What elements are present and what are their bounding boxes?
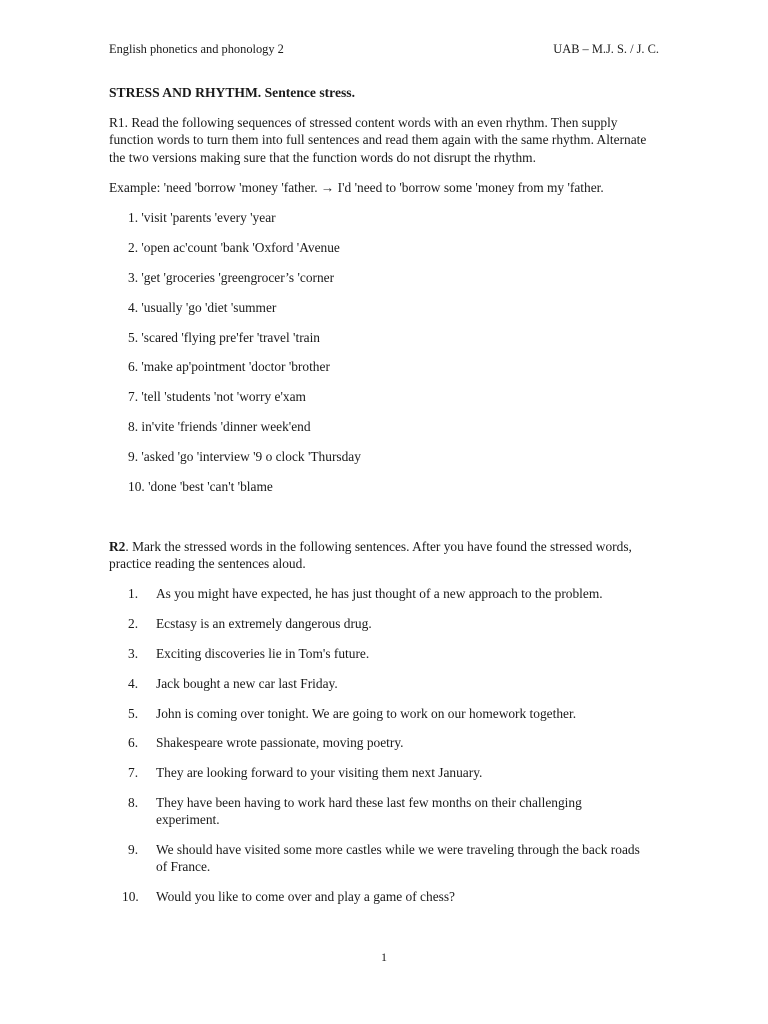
list-item-number: 1. [128, 586, 139, 601]
r2-label: R2 [109, 539, 126, 554]
list-item-number: 6. [128, 735, 139, 751]
list-item: 8. in'vite 'friends 'dinner week'end [128, 419, 311, 435]
list-item-number: 7. [128, 765, 139, 781]
list-item [128, 794, 640, 828]
list-item: 9. 'asked 'go 'interview '9 o clock 'Thursday [128, 449, 361, 465]
list-item-text: Ecstasy is an extremely dangerous drug. [156, 615, 372, 631]
list-item [128, 841, 640, 875]
list-item: 4. 'usually 'go 'diet 'summer [128, 299, 277, 315]
r1-instructions: R1. Read the following sequences of stressed content words with an even rhythm. Then supply function words to turn them into full sentences and read them again with the same rhythm. Alternate the two versions making sure that the function words do not disrupt the rhythm. [109, 115, 647, 165]
list-item [122, 888, 640, 905]
list-item: 3. 'get 'groceries 'greengrocer’s 'corner [128, 269, 335, 285]
list-item-text: Jack bought a new car last Friday. [156, 675, 338, 691]
list-item: 1. 'visit 'parents 'every 'year [128, 210, 276, 225]
list-item: 2. 'open ac'count 'bank 'Oxford 'Avenue [128, 239, 340, 255]
list-item [128, 615, 640, 632]
list-item: 10. 'done 'best 'can't 'blame [128, 479, 273, 495]
header-right: UAB – M.J. S. / J. C. [553, 42, 659, 56]
r2-exercise-list [122, 585, 640, 918]
list-item-text: They have been having to work hard these last few months on their challenging experiment. [156, 795, 582, 828]
list-item-text: We should have visited some more castles while we were traveling through the back roads of France. [156, 842, 640, 875]
list-item: 7. 'tell 'students 'not 'worry e'xam [128, 389, 306, 405]
r1-example: Example: 'need 'borrow 'money 'father. → I'd 'need to 'borrow some 'money from my 'father. [109, 180, 604, 195]
list-item-text: John is coming over tonight. We are going to work on our homework together. [156, 705, 577, 721]
list-item-number: 4. [128, 675, 139, 691]
list-item [128, 585, 640, 602]
list-item-text: Would you like to come over and play a game of chess? [156, 889, 456, 905]
list-item [128, 645, 640, 662]
header-left: English phonetics and phonology 2 [109, 42, 284, 56]
list-item-number: 5. [128, 705, 139, 721]
r2-instructions [109, 538, 661, 573]
list-item-number: 8. [128, 795, 139, 811]
list-item-number: 2. [128, 615, 139, 631]
page-number: 1 [381, 950, 387, 964]
r2-instructions-text: . Mark the stressed words in the following sentences. After you have found the stressed words, practice reading the sentences aloud. [109, 539, 632, 572]
list-item: 5. 'scared 'flying pre'fer 'travel 'train [128, 329, 321, 345]
list-item-text: They are looking forward to your visiting them next January. [156, 765, 483, 781]
list-item: 6. 'make ap'pointment 'doctor 'brother [128, 359, 330, 375]
list-item-number: 10. [122, 889, 139, 905]
list-item-text: As you might have expected, he has just thought of a new approach to the problem. [156, 586, 603, 601]
list-item-text: Exciting discoveries lie in Tom's future. [156, 645, 370, 661]
list-item-number: 9. [128, 842, 139, 858]
list-item [128, 764, 640, 781]
list-item-text: Shakespeare wrote passionate, moving poetry. [156, 735, 404, 751]
list-item [128, 734, 640, 751]
r1-exercise-list [128, 209, 361, 508]
list-item-number: 3. [128, 645, 139, 661]
list-item [128, 705, 640, 722]
list-item [128, 675, 640, 692]
page-title: STRESS AND RHYTHM. Sentence stress. [109, 85, 355, 100]
